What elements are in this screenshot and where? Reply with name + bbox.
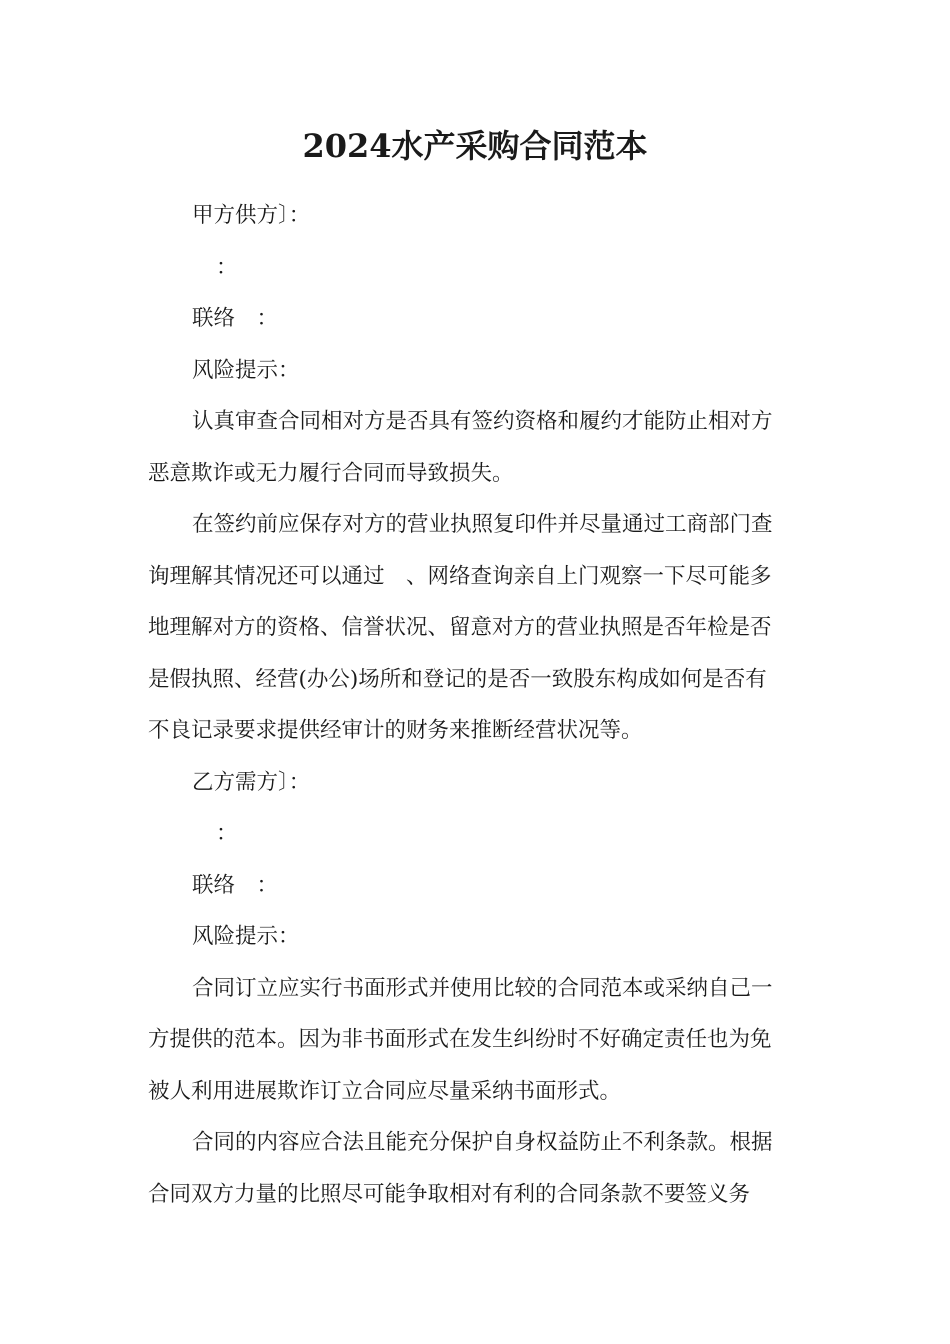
paragraph-line: 合同的内容应合法且能充分保护自身权益防止不利条款。根据: [192, 1130, 773, 1155]
party-b-contact: 联络 ：: [192, 872, 279, 898]
paragraph-line: 询理解其情况还可以通过 、网络查询亲自上门观察一下尽可能多: [148, 563, 772, 589]
paragraph-line: 方提供的范本。因为非书面形式在发生纠纷时不好确定责任也为免: [148, 1027, 772, 1052]
paragraph-line: 地理解对方的资格、信誉状况、留意对方的营业执照是否年检是否: [148, 615, 772, 640]
document-title: 2024水产采购合同范本: [302, 127, 648, 165]
document-body: [148, 190, 808, 1220]
paragraph-line: 是假执照、经营(办公)场所和登记的是否一致股东构成如何是否有: [148, 666, 767, 692]
paragraph-line: 在签约前应保存对方的营业执照复印件并尽量通过工商部门查: [192, 512, 773, 537]
paragraph-line: 认真审查合同相对方是否具有签约资格和履约才能防止相对方: [192, 409, 773, 434]
risk-note-heading: 风险提示：: [192, 357, 300, 383]
party-a-field: ：: [216, 254, 238, 280]
paragraph-line: 被人利用进展欺诈订立合同应尽量采纳书面形式。: [148, 1078, 622, 1104]
paragraph-line: 合同双方力量的比照尽可能争取相对有利的合同条款不要签义务: [148, 1181, 751, 1207]
party-a-contact: 联络 ：: [192, 306, 279, 331]
paragraph-line: 不良记录要求提供经审计的财务来推断经营状况等。: [148, 718, 643, 743]
party-a-label: 甲方供方〕：: [192, 203, 311, 228]
paragraph-line: 恶意欺诈或无力履行合同而导致损失。: [148, 460, 514, 486]
party-b-label: 乙方需方〕：: [192, 769, 311, 795]
risk-note-heading: 风险提示：: [192, 924, 300, 949]
paragraph-line: 合同订立应实行书面形式并使用比较的合同范本或采纳自己一: [192, 975, 773, 1001]
party-b-field: ：: [216, 821, 238, 846]
